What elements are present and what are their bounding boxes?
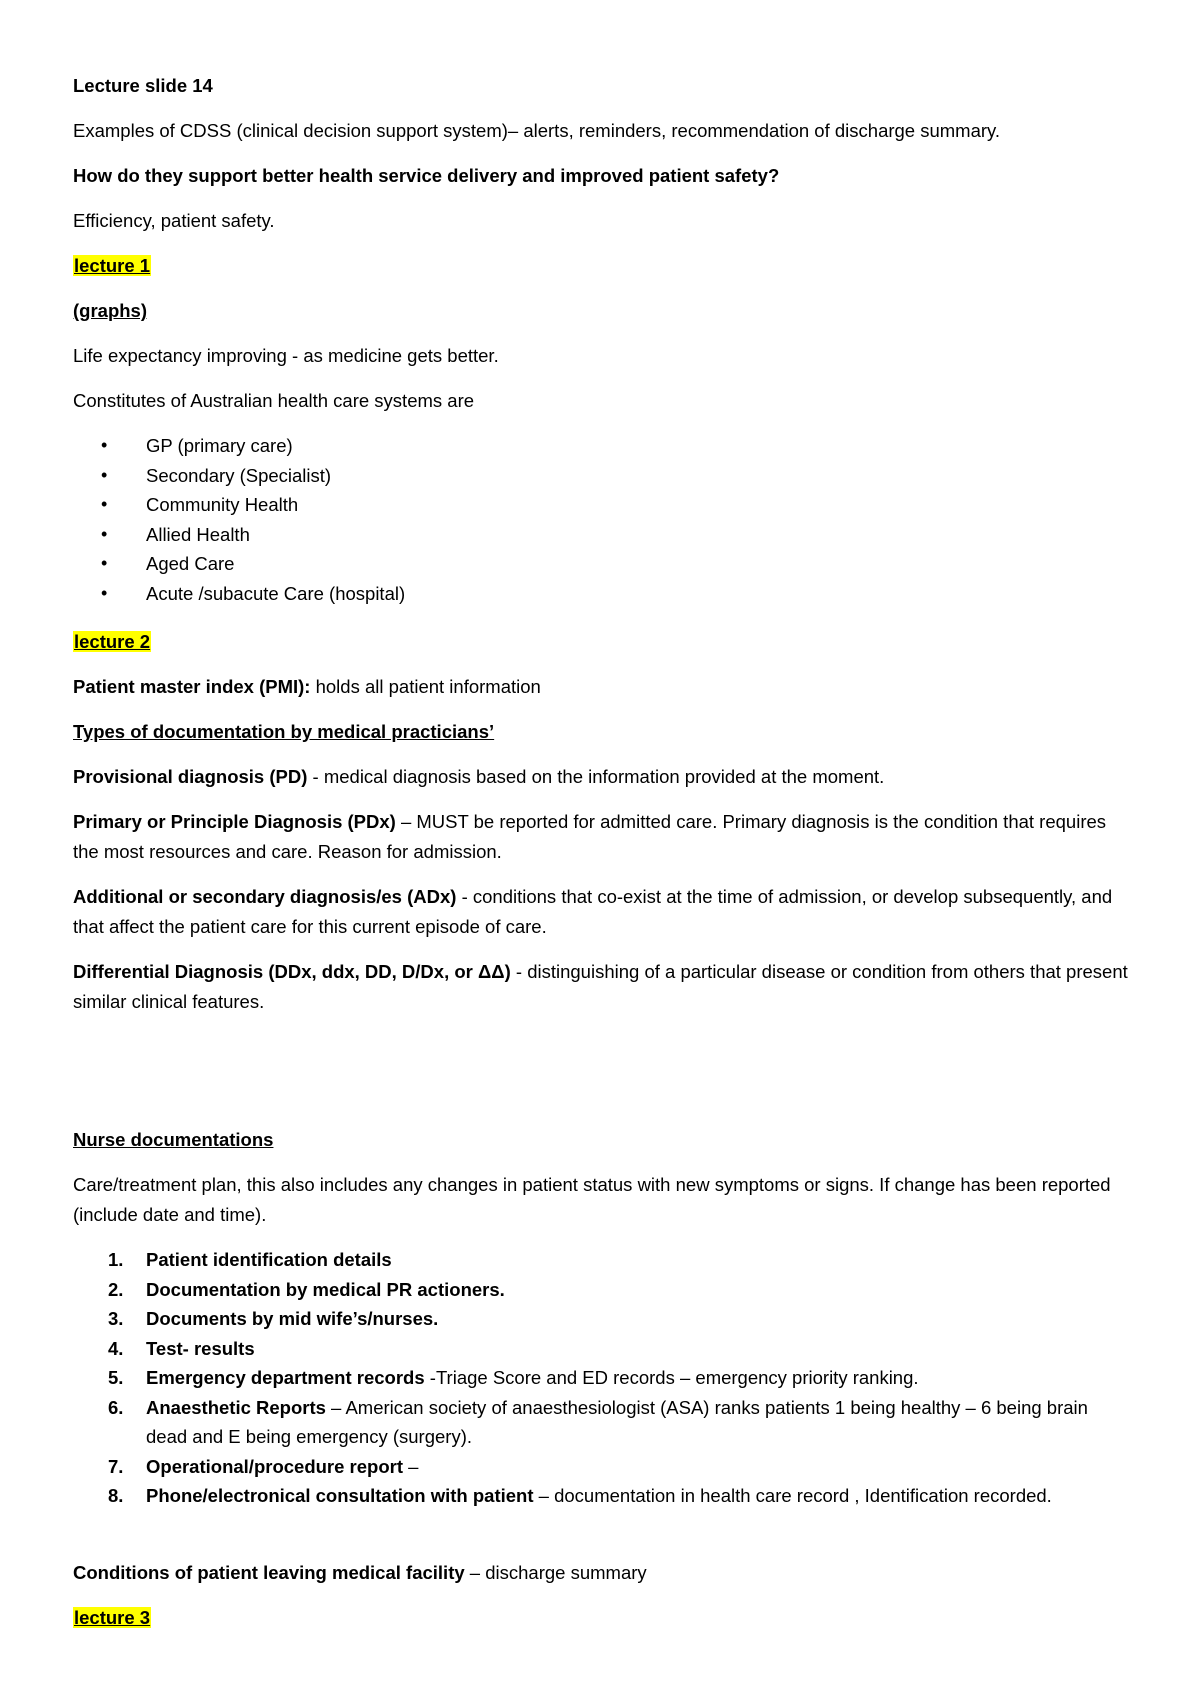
adx-label: Additional or secondary diagnosis/es (ADx) <box>73 886 457 907</box>
adx-paragraph <box>73 882 1133 942</box>
question-text: How do they support better health service delivery and improved patient safety? <box>73 165 780 186</box>
conditions-text: – discharge summary <box>464 1562 647 1583</box>
cdss-examples: Examples of CDSS (clinical decision support system)– alerts, reminders, recommendation of discharge summary. <box>73 120 1001 141</box>
nurse-docs-list <box>73 1245 1133 1511</box>
list-item <box>73 1304 1133 1334</box>
pmi-text: holds all patient information <box>310 676 541 697</box>
list-item: • GP (primary care) <box>73 431 1133 461</box>
pmi-label: Patient master index (PMI): <box>73 676 311 697</box>
ddx-text: - distinguishing of a particular disease or condition from others that present similar clinical features. <box>73 961 1128 1012</box>
list-item <box>73 1363 1133 1393</box>
list-item <box>73 1393 1133 1452</box>
item-label: Patient identification details <box>146 1249 392 1270</box>
list-item <box>73 1245 1133 1275</box>
pdx-label: Primary or Principle Diagnosis (PDx) <box>73 811 396 832</box>
adx-text: - conditions that co-exist at the time of admission, or develop subsequently, and that affect the patient care for this current episode of care. <box>73 886 1113 937</box>
list-number: 7. <box>108 1455 124 1477</box>
slide-title: Lecture slide 14 <box>73 75 213 96</box>
lecture-3-label: lecture 3 <box>74 1607 151 1628</box>
item-label: Operational/procedure report <box>146 1455 403 1477</box>
list-number: 5. <box>108 1367 124 1388</box>
list-item <box>73 1481 1133 1511</box>
graphs-label: (graphs) <box>73 300 147 321</box>
constitutes-intro: Constitutes of Australian health care systems are <box>73 390 475 411</box>
answer-text: Efficiency, patient safety. <box>73 210 275 231</box>
item-text: – American society of anaesthesiologist (ASA) ranks patients 1 being healthy – 6 being brain dead and E being emergency (surgery). <box>146 1396 1088 1447</box>
pdx-paragraph <box>73 807 1133 867</box>
item-text: -Triage Score and ED records – emergency priority ranking. <box>424 1367 919 1388</box>
item-label: Documentation by medical PR actioners. <box>146 1278 505 1300</box>
lecture-3-heading <box>73 1603 151 1633</box>
conditions-label: Conditions of patient leaving medical facility <box>73 1562 465 1583</box>
item-text: – <box>403 1455 419 1477</box>
pdx-text: – MUST be reported for admitted care. Primary diagnosis is the condition that requires the most resources and care. Reason for admission. <box>73 811 1107 862</box>
list-item: • Allied Health <box>73 520 1133 550</box>
list-item: • Secondary (Specialist) <box>73 461 1133 491</box>
list-number: 4. <box>108 1337 124 1359</box>
list-number: 8. <box>108 1485 124 1506</box>
item-text: – documentation in health care record , Identification recorded. <box>533 1485 1052 1506</box>
ddx-paragraph <box>73 957 1133 1017</box>
list-number: 6. <box>108 1396 124 1418</box>
list-number: 2. <box>108 1278 124 1300</box>
list-number: 1. <box>108 1249 124 1270</box>
pmi-paragraph <box>73 672 541 702</box>
pd-text: - medical diagnosis based on the information provided at the moment. <box>307 766 885 787</box>
lecture-2-heading <box>73 627 151 657</box>
lecture-2-label: lecture 2 <box>74 631 151 652</box>
list-item <box>73 1275 1133 1305</box>
item-label: Test- results <box>146 1337 255 1359</box>
list-item <box>73 1452 1133 1482</box>
conditions-paragraph <box>73 1558 647 1588</box>
lecture-1-heading <box>73 251 151 281</box>
item-label: Phone/electronical consultation with patient <box>146 1485 534 1506</box>
list-item <box>73 1334 1133 1364</box>
nurse-heading: Nurse documentations <box>73 1129 274 1150</box>
ddx-label: Differential Diagnosis (DDx, ddx, DD, D/Dx, or ΔΔ) <box>73 961 511 982</box>
item-label: Emergency department records <box>146 1367 425 1388</box>
list-item: • Community Health <box>73 490 1133 520</box>
types-heading: Types of documentation by medical practicians’ <box>73 721 495 742</box>
list-item: • Aged Care <box>73 549 1133 579</box>
list-number: 3. <box>108 1308 124 1329</box>
pd-label: Provisional diagnosis (PD) <box>73 766 308 787</box>
item-label: Documents by mid wife’s/nurses. <box>146 1308 439 1329</box>
lecture-1-label: lecture 1 <box>74 255 151 276</box>
item-label: Anaesthetic Reports <box>146 1396 326 1418</box>
care-plan-paragraph: Care/treatment plan, this also includes any changes in patient status with new symptoms or signs. If change has been reported (include date and time). <box>73 1174 1111 1225</box>
pd-paragraph <box>73 762 884 792</box>
list-item: • Acute /subacute Care (hospital) <box>73 579 1133 609</box>
life-expectancy-text: Life expectancy improving - as medicine gets better. <box>73 345 499 366</box>
health-systems-list <box>73 431 1133 608</box>
